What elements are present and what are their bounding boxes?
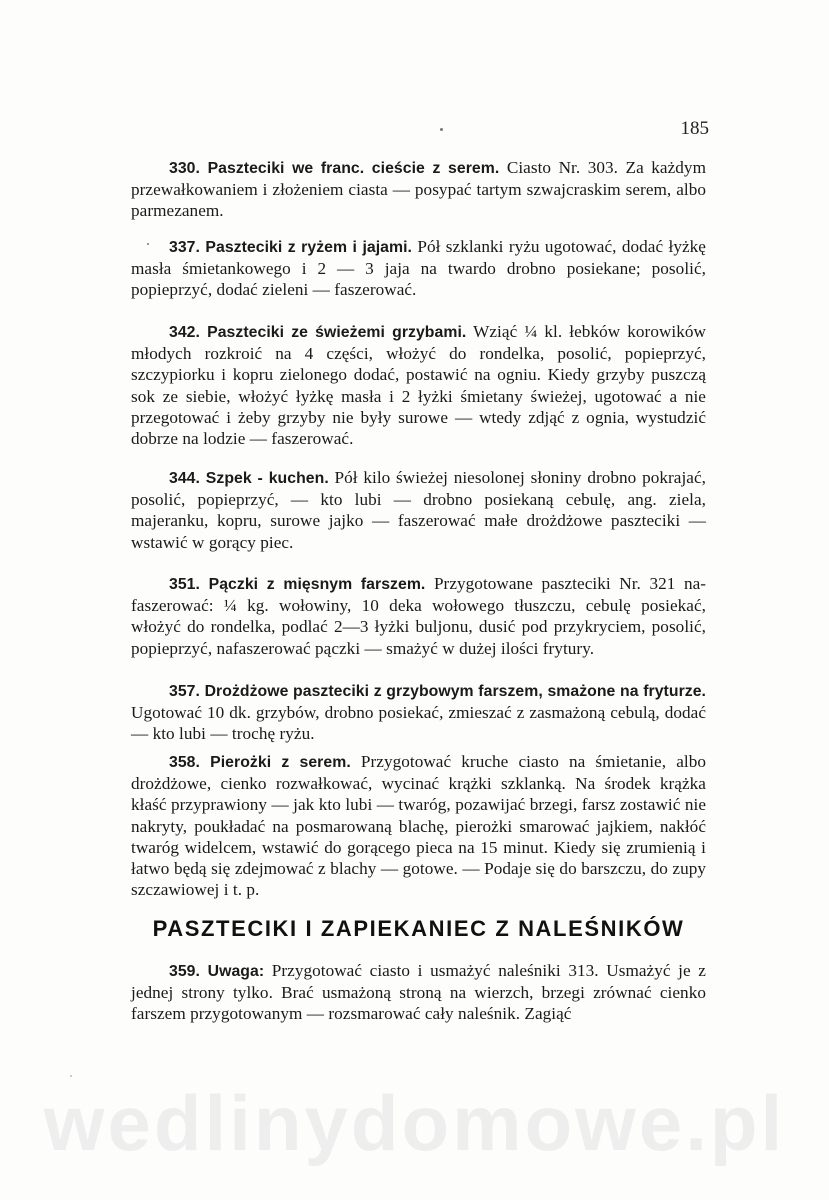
recipe-text: Ciasto Nr. 303. Za każdym przewałkowaniem i złożeniem ciasta — posypać tartym szwajcraskim serem, albo parmezanem. [131, 158, 706, 221]
recipe-text: Wziąć ¼ kl. łebków korowików młodych rozkroić na 4 części, włożyć do rondelka, posolić, popieprzyć, szczypiorku i kopru zielonego dodać, postawić na ogniu. Kiedy grzyby puszczą sok ze siebie, włożyć łyżkę masła i 2 łyżki śmietany świeżej, ugotować a nie przegotować i żeby grzyby nie były surowe — wtedy zdjąć z ognia, wystudzić dobrze na lodzie — faszerować. [131, 322, 707, 449]
recipe-text: Ugotować 10 dk. grzybów, drobno posiekać, zmieszać z zasmażoną cebulą, dodać — kto lubi — trochę ryżu. [131, 703, 706, 744]
recipe-357 [131, 680, 706, 745]
recipe-text: Przygotować kruche ciasto na śmietanie, albo drożdżowe, cienko rozwałkować, wycinać krążki szklanką. Na środek krążka kłaść przyprawiony — jak kto lubi — twaróg, pozawijać brzegi, farsz zostawić nie nakryty, poukładać na posmarowaną blachę, pierożki smarować jajkiem, nakłóć twaróg widelcem, wstawić do gorącego pieca na 15 minut. Kiedy się zrumienią i łatwo będą się zdejmować z blachy — gotowe. — Podaje się do barszczu, do zupy szczawiowej i t. p. [131, 752, 706, 900]
recipe-330 [131, 157, 706, 222]
recipe-text: Pół kilo świeżej niesolonej słoniny drobno pokrajać, posolić, popieprzyć, — kto lubi — drobno posiekaną cebulę, ang. ziela, majeranku, kopru, surowe jajko — faszerować małe drożdżowe paszteciki — wstawić w gorący piec. [131, 468, 706, 552]
page-number: 185 [680, 118, 709, 139]
recipe-title: 344. Szpek - kuchen. [169, 470, 329, 487]
recipe-paragraph [131, 751, 706, 900]
recipe-paragraph [131, 157, 706, 222]
recipe-title: 358. Pierożki z serem. [169, 754, 351, 771]
recipe-paragraph [131, 236, 706, 301]
scan-speck [70, 1075, 72, 1077]
recipe-342 [131, 321, 706, 449]
scan-speck [147, 243, 149, 245]
recipe-paragraph [131, 960, 706, 1025]
recipe-359 [131, 960, 706, 1025]
recipe-title: 342. Paszteciki ze świeżemi grzybami. [169, 324, 467, 341]
recipe-344 [131, 467, 706, 553]
recipe-title: 357. Drożdżowe paszteciki z grzybowym farszem, smażone na fryturze. [169, 683, 706, 700]
watermark: wedlinydomowe.pl [43, 1079, 786, 1167]
scan-speck [440, 128, 443, 131]
recipe-337 [131, 236, 706, 301]
recipe-paragraph [131, 680, 706, 745]
recipe-title: 330. Paszteciki we franc. cieście z serem. [169, 160, 500, 177]
recipe-title: 337. Paszteciki z ryżem i jajami. [169, 239, 412, 256]
recipe-paragraph [131, 467, 706, 553]
recipe-paragraph [131, 321, 706, 449]
recipe-text: Przygotowane paszteciki Nr. 321 nafaszerować: ¼ kg. wołowiny, 10 deka wołowego tłuszczu, cebulę posiekać, włożyć do rondelka, podlać 2—3 łyżki buljonu, dusić pod przykryciem, posolić, popieprzyć, nafaszerować pączki — smażyć w dużej ilości frytury. [131, 574, 707, 658]
recipe-351 [131, 573, 706, 659]
recipe-text: Przygotować ciasto i usmażyć naleśniki 313. Usmażyć je z jednej strony tylko. Brać usmażoną stroną na wierzch, brzegi zrównać cienko farszem przygotowanym — rozsmarować cały naleśnik. Zagiąć [131, 961, 706, 1024]
recipe-title: 351. Pączki z mięsnym farszem. [169, 576, 426, 593]
recipe-358 [131, 751, 706, 900]
recipe-text: Pół szklanki ryżu ugotować, dodać łyżkę masła śmietankowego i 2 — 3 jaja na twardo drobno posiekane; posolić, popieprzyć, dodać zieleni — faszerować. [131, 237, 706, 300]
recipe-paragraph [131, 573, 706, 659]
recipe-title: 359. Uwaga: [169, 963, 265, 980]
section-heading: PASZTECIKI I ZAPIEKANIEC Z NALEŚNIKÓW [152, 916, 685, 941]
